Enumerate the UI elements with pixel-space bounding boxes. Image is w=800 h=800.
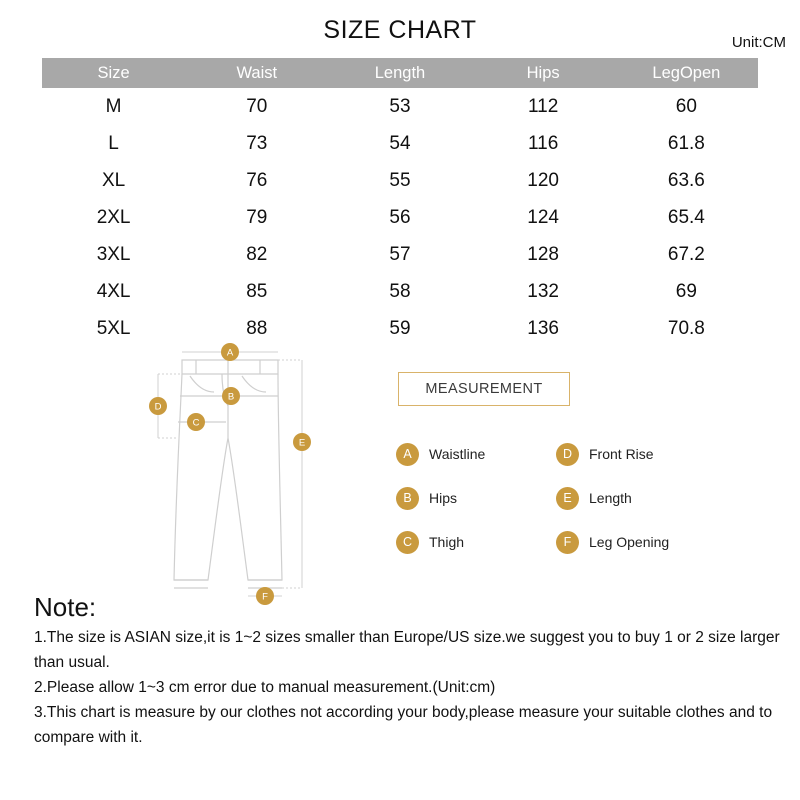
table-header [42, 58, 758, 88]
cell-length: 55 [328, 162, 471, 199]
cell-waist: 85 [185, 273, 328, 310]
cell-size: L [42, 125, 185, 162]
table-row [42, 236, 758, 273]
cell-size: 3XL [42, 236, 185, 273]
legend-label-hips: Hips [429, 490, 458, 506]
legend-item-thigh [396, 520, 556, 564]
page-title: SIZE CHART [323, 16, 477, 44]
cell-length: 53 [328, 88, 471, 125]
cell-legopen: 65.4 [615, 199, 758, 236]
note-section [34, 592, 786, 751]
cell-hips: 128 [472, 236, 615, 273]
marker-d [149, 397, 167, 415]
table-row [42, 125, 758, 162]
badge-e-icon: E [556, 487, 579, 510]
cell-size: M [42, 88, 185, 125]
table-row [42, 88, 758, 125]
cell-hips: 136 [472, 310, 615, 347]
legend-label-leg-opening: Leg Opening [589, 534, 670, 550]
unit-note: Unit:CM [731, 34, 786, 51]
size-chart-table [42, 58, 758, 347]
cell-waist: 70 [185, 88, 328, 125]
legend-item-waistline [396, 432, 556, 476]
legend-item-hips [396, 476, 556, 520]
pants-illustration-svg [130, 330, 370, 620]
legend-item-length [556, 476, 716, 520]
column-header-legopen: LegOpen [615, 58, 758, 88]
badge-c-icon: C [396, 531, 419, 554]
note-line-2: 2.Please allow 1~3 cm error due to manual measurement.(Unit:cm) [34, 679, 496, 697]
cell-length: 56 [328, 199, 471, 236]
badge-b-icon: B [396, 487, 419, 510]
svg-text:B: B [227, 391, 235, 403]
cell-size: 5XL [42, 310, 185, 347]
cell-hips: 124 [472, 199, 615, 236]
badge-d-icon: D [556, 443, 579, 466]
cell-legopen: 61.8 [615, 125, 758, 162]
cell-size: 4XL [42, 273, 185, 310]
cell-size: 2XL [42, 199, 185, 236]
column-header-waist: Waist [185, 58, 328, 88]
cell-hips: 120 [472, 162, 615, 199]
marker-a [221, 343, 239, 361]
cell-hips: 116 [472, 125, 615, 162]
legend-item-front-rise [556, 432, 716, 476]
svg-text:D: D [154, 401, 162, 413]
cell-length: 58 [328, 273, 471, 310]
table-row [42, 273, 758, 310]
cell-legopen: 69 [615, 273, 758, 310]
size-chart-table-container [42, 58, 758, 347]
marker-c [187, 413, 205, 431]
note-line-3: 3.This chart is measure by our clothes not according your body,please measure your suitable clothes and to compare with it. [34, 704, 773, 747]
cell-size: XL [42, 162, 185, 199]
cell-waist: 88 [185, 310, 328, 347]
cell-waist: 73 [185, 125, 328, 162]
svg-text:E: E [298, 437, 306, 449]
column-header-length: Length [328, 58, 471, 88]
measurement-heading-box [398, 372, 570, 406]
svg-text:F: F [262, 591, 268, 603]
table-body [42, 88, 758, 347]
table-row [42, 199, 758, 236]
column-header-size: Size [42, 58, 185, 88]
badge-f-icon: F [556, 531, 579, 554]
svg-text:C: C [192, 417, 200, 429]
svg-text:A: A [226, 347, 234, 359]
cell-length: 54 [328, 125, 471, 162]
cell-legopen: 63.6 [615, 162, 758, 199]
cell-waist: 76 [185, 162, 328, 199]
cell-hips: 132 [472, 273, 615, 310]
measurement-heading-label: MEASUREMENT [425, 381, 543, 397]
cell-waist: 82 [185, 236, 328, 273]
pants-diagram [130, 330, 370, 620]
legend-label-front-rise: Front Rise [589, 446, 654, 462]
cell-legopen: 60 [615, 88, 758, 125]
cell-hips: 112 [472, 88, 615, 125]
table-header-row [42, 58, 758, 88]
cell-legopen: 67.2 [615, 236, 758, 273]
column-header-hips: Hips [472, 58, 615, 88]
badge-a-icon: A [396, 443, 419, 466]
table-row [42, 162, 758, 199]
cell-legopen: 70.8 [615, 310, 758, 347]
legend-label-thigh: Thigh [429, 534, 465, 550]
cell-length: 57 [328, 236, 471, 273]
legend-label-length: Length [589, 490, 632, 506]
legend-item-leg-opening [556, 520, 716, 564]
note-line-1: 1.The size is ASIAN size,it is 1~2 sizes smaller than Europe/US size.we suggest you to buy 1 or 2 size larger than usual. [34, 629, 780, 672]
marker-b [222, 387, 240, 405]
note-title: Note: [34, 592, 97, 622]
cell-waist: 79 [185, 199, 328, 236]
cell-length: 59 [328, 310, 471, 347]
legend-label-waistline: Waistline [429, 446, 486, 462]
measurement-legend [396, 432, 776, 564]
marker-e [293, 433, 311, 451]
